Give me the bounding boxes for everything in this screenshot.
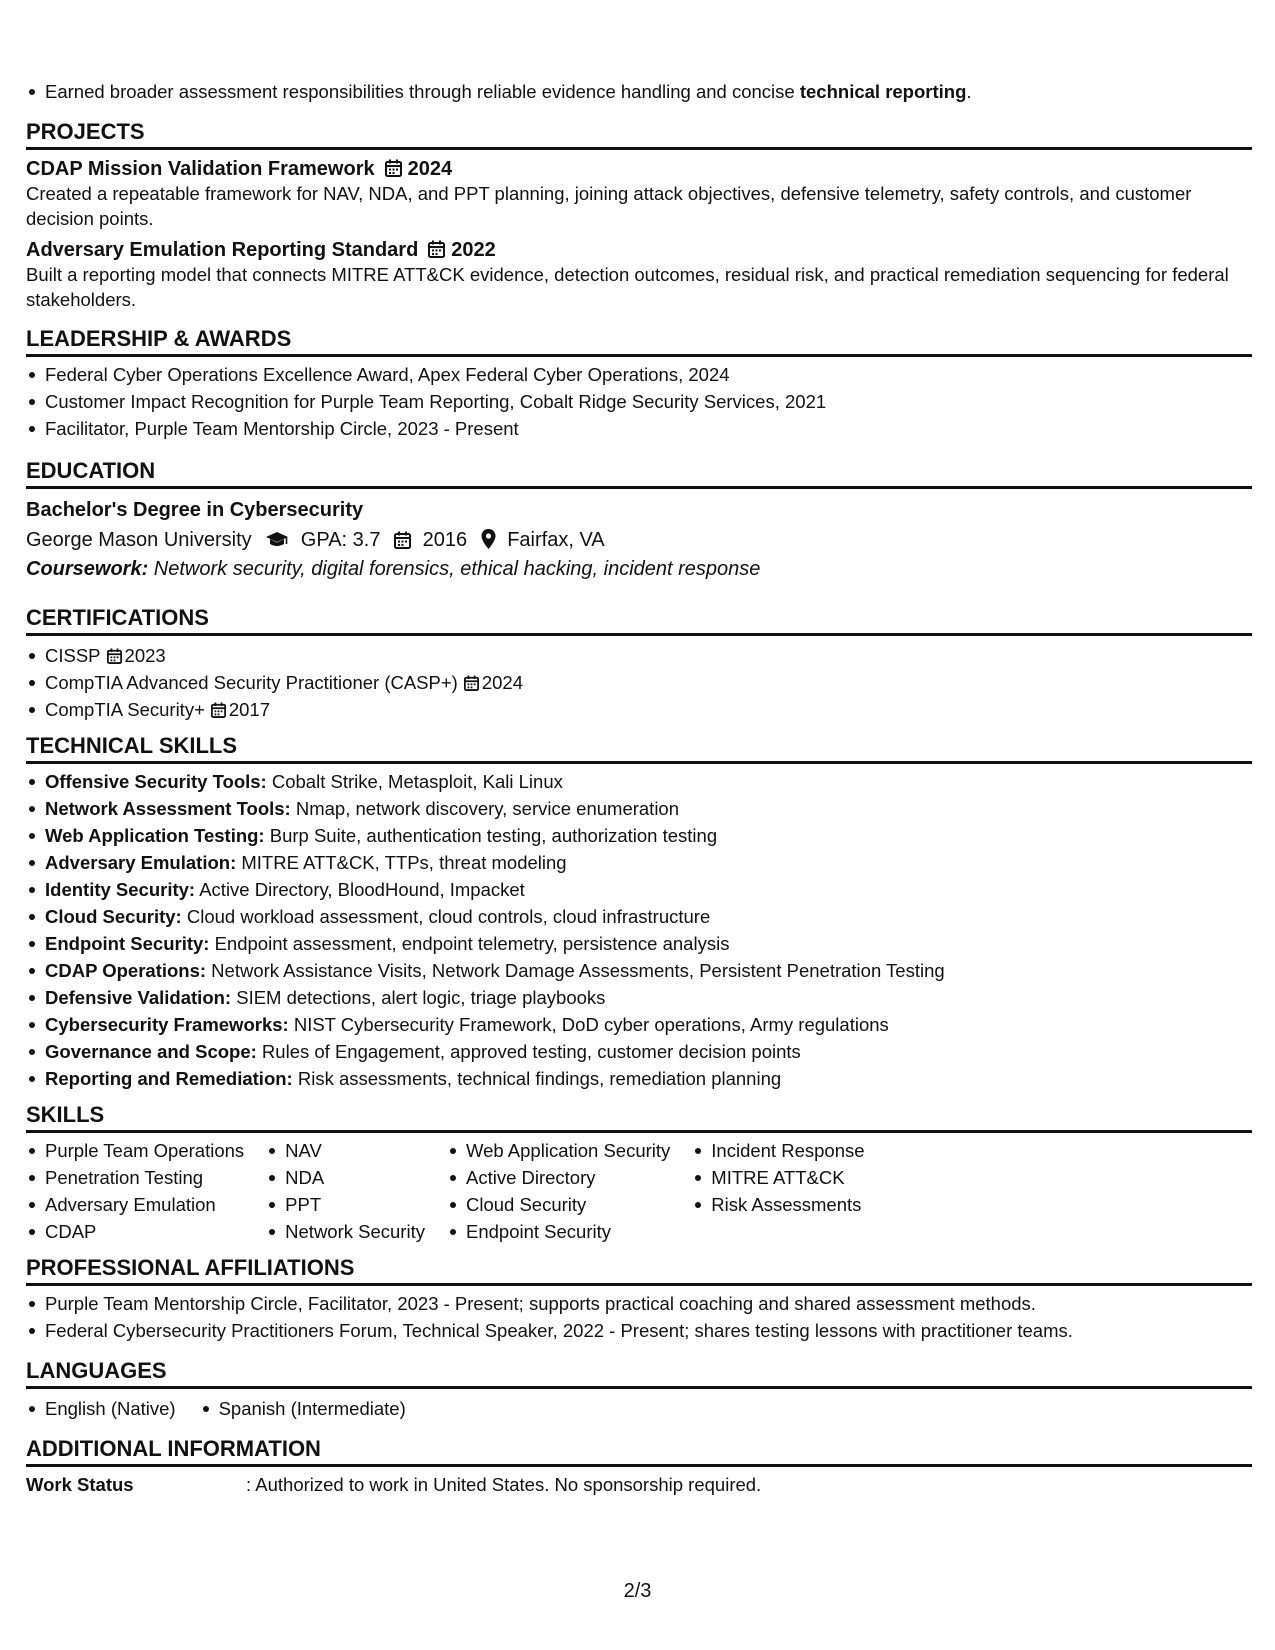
project-entry [26, 237, 1252, 312]
list-item [26, 669, 1252, 696]
list-item: Incident Response [692, 1137, 864, 1164]
skill-values: Cobalt Strike, Metasploit, Kali Linux [266, 771, 563, 792]
list-item: Federal Cyber Operations Excellence Award, Apex Federal Cyber Operations, 2024 [26, 361, 1252, 388]
bullet-text-end: . [966, 81, 972, 102]
skill-values: Risk assessments, technical findings, remediation planning [292, 1068, 782, 1089]
cert-year: 2023 [124, 645, 166, 666]
leadership-list [26, 361, 1252, 442]
list-item [26, 78, 1252, 105]
school-name: George Mason University [26, 529, 252, 551]
project-name: CDAP Mission Validation Framework [26, 158, 375, 180]
skill-category: CDAP Operations: [45, 960, 207, 981]
section-title-additional-information: ADDITIONAL INFORMATION [26, 1436, 1252, 1467]
cert-name: CompTIA Advanced Security Practitioner (CASP+) [45, 672, 458, 693]
page-indicator: 2/3 [623, 1580, 652, 1602]
list-item [26, 1038, 1252, 1065]
list-item: Web Application Security [447, 1137, 670, 1164]
list-item: Risk Assessments [692, 1191, 864, 1218]
school-location: Fairfax, VA [507, 529, 605, 551]
list-item: Network Security [266, 1218, 425, 1245]
cert-year: 2017 [228, 699, 271, 720]
skill-category: Cybersecurity Frameworks: [45, 1014, 289, 1035]
list-item [26, 642, 1252, 669]
project-name: Adversary Emulation Reporting Standard [26, 239, 419, 261]
section-title-leadership: LEADERSHIP & AWARDS [26, 326, 1252, 357]
gpa: GPA: 3.7 [300, 529, 381, 551]
list-item: MITRE ATT&CK [692, 1164, 864, 1191]
experience-bullets [26, 78, 1252, 105]
skill-values: Nmap, network discovery, service enumeration [290, 798, 680, 819]
work-status-value: : Authorized to work in United States. No sponsorship required. [246, 1474, 762, 1495]
calendar-icon [211, 702, 226, 718]
skills-column [26, 1137, 244, 1245]
skill-values: Active Directory, BloodHound, Impacket [195, 879, 525, 900]
project-description: Built a reporting model that connects MITRE ATT&CK evidence, detection outcomes, residual risk, and practical remediation sequencing for federal stakeholders. [26, 264, 1229, 310]
skills-grid [26, 1137, 1252, 1245]
skill-category: Adversary Emulation: [45, 852, 237, 873]
list-item: Penetration Testing [26, 1164, 244, 1191]
project-entry [26, 156, 1252, 231]
section-title-skills: SKILLS [26, 1102, 1252, 1133]
coursework [26, 555, 1252, 583]
project-description: Created a repeatable framework for NAV, NDA, and PPT planning, joining attack objectives, defensive telemetry, safety controls, and customer decision points. [26, 183, 1192, 229]
list-item [26, 768, 1252, 795]
skill-values: Burp Suite, authentication testing, authorization testing [264, 825, 718, 846]
location-pin-icon [481, 529, 496, 549]
skill-values: MITRE ATT&CK, TTPs, threat modeling [236, 852, 567, 873]
skill-category: Governance and Scope: [45, 1041, 257, 1062]
calendar-icon [385, 159, 402, 177]
skills-column [266, 1137, 425, 1245]
skill-values: Rules of Engagement, approved testing, customer decision points [256, 1041, 801, 1062]
coursework-text: Network security, digital forensics, ethical hacking, incident response [148, 558, 761, 580]
skill-category: Endpoint Security: [45, 933, 210, 954]
cert-year: 2024 [481, 672, 523, 693]
section-title-affiliations: PROFESSIONAL AFFILIATIONS [26, 1255, 1252, 1286]
list-item [26, 903, 1252, 930]
list-item [26, 822, 1252, 849]
list-item: NDA [266, 1164, 425, 1191]
education-meta [26, 525, 1252, 555]
list-item: PPT [266, 1191, 425, 1218]
list-item [26, 876, 1252, 903]
skill-values: Endpoint assessment, endpoint telemetry, persistence analysis [209, 933, 730, 954]
skill-category: Offensive Security Tools: [45, 771, 267, 792]
skill-category: Web Application Testing: [45, 825, 265, 846]
languages-list [26, 1395, 1252, 1422]
skill-values: NIST Cybersecurity Framework, DoD cyber operations, Army regulations [288, 1014, 889, 1035]
cert-name: CISSP [45, 645, 101, 666]
list-item: Purple Team Mentorship Circle, Facilitator, 2023 - Present; supports practical coaching and shared assessment methods. [26, 1290, 1252, 1317]
technical-skills-list [26, 768, 1252, 1092]
calendar-icon [428, 240, 445, 258]
cert-name: CompTIA Security+ [45, 699, 205, 720]
certifications-list [26, 642, 1252, 723]
work-status-row [26, 1471, 1252, 1498]
list-item [26, 930, 1252, 957]
list-item: English (Native) [26, 1395, 176, 1422]
list-item: Active Directory [447, 1164, 670, 1191]
graduation-cap-icon [265, 531, 289, 549]
list-item: Facilitator, Purple Team Mentorship Circle, 2023 - Present [26, 415, 1252, 442]
calendar-icon [394, 531, 411, 549]
bullet-bold-text: technical reporting [799, 81, 967, 102]
skill-category: Network Assessment Tools: [45, 798, 291, 819]
list-item: Purple Team Operations [26, 1137, 244, 1164]
degree-title: Bachelor's Degree in Cybersecurity [26, 499, 364, 521]
list-item [26, 795, 1252, 822]
list-item: Federal Cybersecurity Practitioners Forum, Technical Speaker, 2022 - Present; shares testing lessons with practitioner teams. [26, 1317, 1252, 1344]
list-item: Spanish (Intermediate) [200, 1395, 406, 1422]
skill-values: Cloud workload assessment, cloud controls, cloud infrastructure [181, 906, 711, 927]
list-item [26, 984, 1252, 1011]
work-status-label: Work Status [26, 1474, 134, 1495]
list-item [26, 849, 1252, 876]
skill-category: Defensive Validation: [45, 987, 232, 1008]
list-item: NAV [266, 1137, 425, 1164]
bullet-text: Earned broader assessment responsibilities through reliable evidence handling and concise [45, 81, 800, 102]
list-item [26, 957, 1252, 984]
list-item: Cloud Security [447, 1191, 670, 1218]
list-item [26, 696, 1252, 723]
skill-category: Reporting and Remediation: [45, 1068, 293, 1089]
section-title-languages: LANGUAGES [26, 1358, 1252, 1389]
list-item: Adversary Emulation [26, 1191, 244, 1218]
skills-column [447, 1137, 670, 1245]
affiliations-list [26, 1290, 1252, 1344]
list-item [26, 1011, 1252, 1038]
resume-page [26, 78, 1252, 1498]
section-title-technical-skills: TECHNICAL SKILLS [26, 733, 1252, 764]
list-item: Endpoint Security [447, 1218, 670, 1245]
project-year: 2022 [451, 239, 496, 261]
skill-category: Cloud Security: [45, 906, 182, 927]
skill-values: Network Assistance Visits, Network Damage Assessments, Persistent Penetration Testing [206, 960, 945, 981]
calendar-icon [107, 648, 122, 664]
section-title-education: EDUCATION [26, 458, 1252, 489]
list-item: Customer Impact Recognition for Purple Team Reporting, Cobalt Ridge Security Services, 2021 [26, 388, 1252, 415]
coursework-label: Coursework: [26, 558, 149, 580]
list-item: CDAP [26, 1218, 244, 1245]
skill-values: SIEM detections, alert logic, triage playbooks [231, 987, 606, 1008]
calendar-icon [464, 675, 479, 691]
project-year: 2024 [407, 158, 453, 180]
skills-column [692, 1137, 864, 1245]
list-item [26, 1065, 1252, 1092]
graduation-year: 2016 [422, 529, 468, 551]
skill-category: Identity Security: [45, 879, 196, 900]
section-title-projects: PROJECTS [26, 119, 1252, 150]
section-title-certifications: CERTIFICATIONS [26, 605, 1252, 636]
